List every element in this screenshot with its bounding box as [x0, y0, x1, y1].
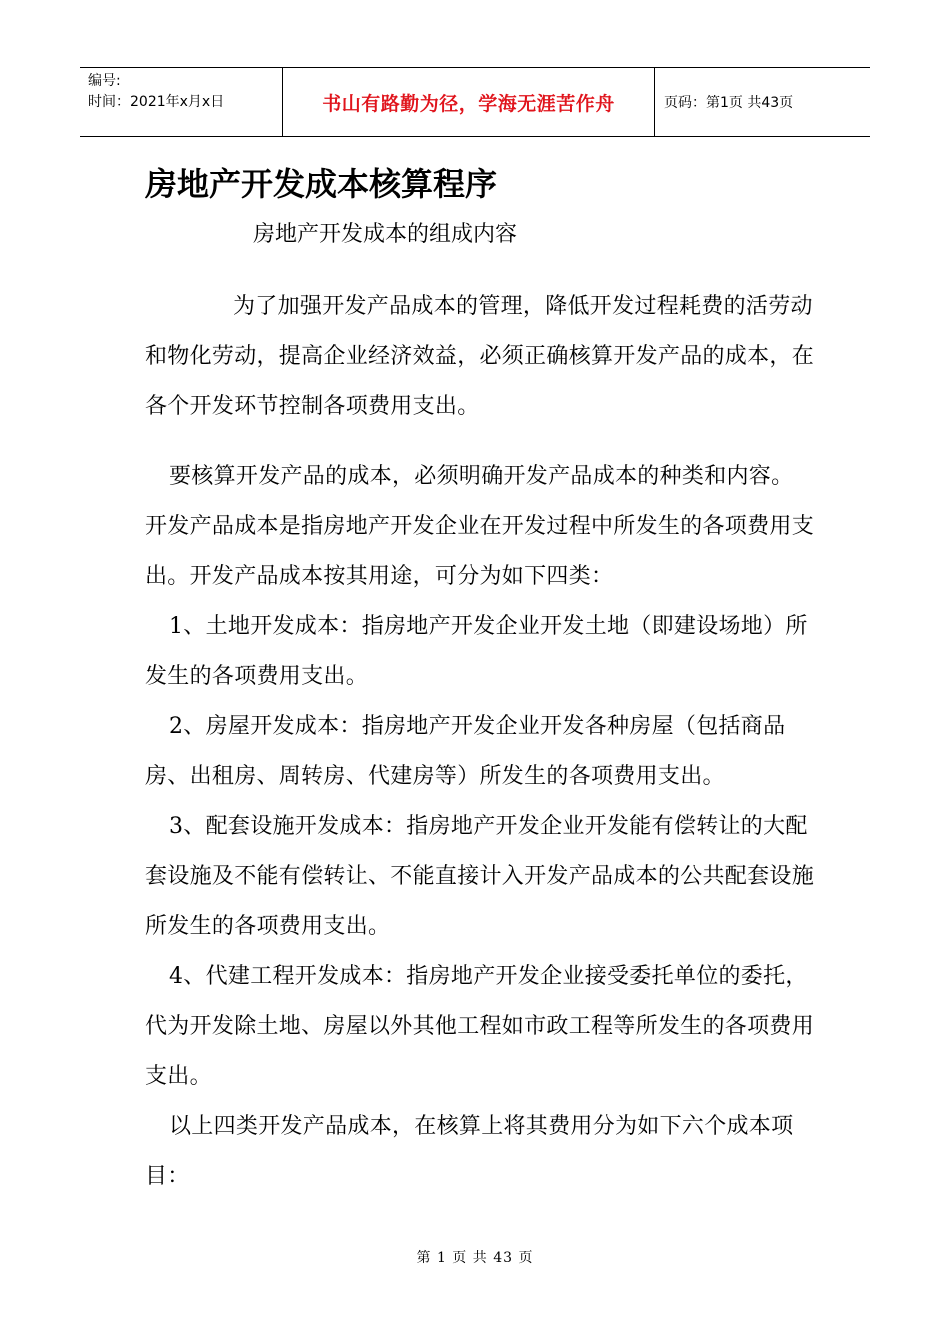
header-table [80, 67, 870, 137]
header-page-info: 页码：第1页 共43页 [664, 95, 794, 111]
body-paragraph: 2、房屋开发成本：指房地产开发企业开发各种房屋（包括商品房、出租房、周转房、代建房等）所发生的各项费用支出。 [145, 714, 786, 789]
document-number-label: 编号: [88, 73, 121, 89]
header-info-cell [80, 68, 282, 136]
body-paragraph: 1、土地开发成本：指房地产开发企业开发土地（即建设场地）所发生的各项费用支出。 [145, 614, 808, 689]
body-paragraph: 以上四类开发产品成本，在核算上将其费用分为如下六个成本项目： [145, 1114, 794, 1189]
body-paragraph: 4、代建工程开发成本：指房地产开发企业接受委托单位的委托，代为开发除土地、房屋以外其他工程如市政工程等所发生的各项费用支出。 [145, 964, 815, 1089]
document-time-label: 时间：2021年x月x日 [88, 94, 225, 110]
page-footer: 第 1 页 共 43 页 [416, 1250, 534, 1266]
body-paragraph: 为了加强开发产品成本的管理，降低开发过程耗费的活劳动和物化劳动，提高企业经济效益，必须正确核算开发产品的成本，在各个开发环节控制各项费用支出。 [145, 294, 815, 419]
header-motto: 书山有路勤为径，学海无涯苦作舟 [282, 68, 655, 136]
body-paragraph: 3、配套设施开发成本：指房地产开发企业开发能有偿转让的大配套设施及不能有偿转让、不能直接计入开发产品成本的公共配套设施所发生的各项费用支出。 [145, 814, 815, 939]
document-subtitle: 房地产开发成本的组成内容 [253, 222, 518, 247]
document-title: 房地产开发成本核算程序 [145, 165, 498, 203]
body-paragraph: 要核算开发产品的成本，必须明确开发产品成本的种类和内容。开发产品成本是指房地产开发企业在开发过程中所发生的各项费用支出。开发产品成本按其用途，可分为如下四类： [145, 464, 815, 589]
